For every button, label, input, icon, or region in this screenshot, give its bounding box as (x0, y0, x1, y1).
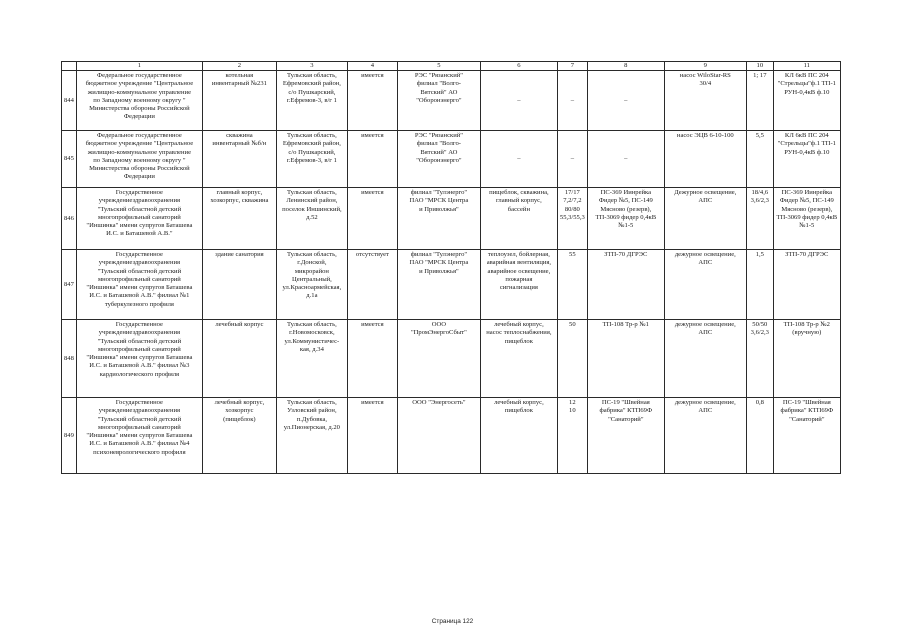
cell-text-line: Федерации (123, 113, 155, 121)
cell-text-line: 1,5 (755, 251, 764, 259)
row-number: 846 (62, 188, 77, 250)
power-cell (557, 71, 587, 131)
cell-text-line: Государственное (115, 399, 163, 407)
backup-consumers-cell (664, 131, 746, 188)
reserve-status-cell (347, 250, 397, 320)
header-cell: 3 (276, 62, 347, 71)
object-cell (202, 131, 276, 188)
cell-text-line: АПС (698, 329, 713, 337)
cell-text-line: АПС (698, 259, 713, 267)
cell-text-line: филиал "Тулэнерго" (410, 189, 468, 197)
cell-text-line: Тульская область, (286, 189, 337, 197)
cell-text-line: лечебный корпус (215, 321, 264, 329)
backup-power-cell (746, 71, 773, 131)
cell-text-line: – (624, 155, 628, 163)
cell-text-line: Ленинский район, (286, 197, 338, 205)
cell-text-line: "Стрельцы"ф.1 ТП-1 (777, 80, 836, 88)
backup-source-cell (773, 188, 840, 250)
cell-text-line: пищеблок, скважина, (489, 189, 549, 197)
cell-text-line: ТП-108 Тр-р №2 (783, 321, 830, 329)
cell-text-line: РЭС "Рязанский" (414, 132, 463, 140)
header-row (62, 62, 841, 71)
cell-text-line: скважина (226, 132, 253, 140)
cell-text-line: психоневрологического профиля (93, 448, 186, 456)
cell-text-line: КЛ 6кВ ПС 204 (784, 72, 829, 80)
cell-text-line: жилищно-коммунальное управление (87, 148, 192, 156)
header-cell: 10 (746, 62, 773, 71)
cell-text-line: имеется (361, 72, 384, 80)
cell-text-line: Государственное (115, 251, 163, 259)
cell-text-line: РЭС "Рязанский" (414, 72, 463, 80)
cell-text-line: теплоузел, бойлерная, (487, 251, 550, 259)
cell-text-line: "Оборонэнерго" (416, 96, 462, 104)
cell-text-line: ПС-369 Иинрейка (600, 189, 652, 197)
cell-text-line: РУН-0,4кВ ф.10 (784, 88, 830, 96)
address-cell (276, 131, 347, 188)
power-cell (557, 398, 587, 474)
cell-text-line: "Стрельцы"ф.1 ТП-1 (777, 140, 836, 148)
cell-text-line: 30/4 (699, 80, 712, 88)
row-number: 847 (62, 250, 77, 320)
supplier-cell (397, 131, 480, 188)
cell-text-line: насос теплоснабжения, (486, 329, 552, 337)
consumers-cell (480, 71, 557, 131)
table-row (62, 320, 841, 398)
backup-source-cell (773, 320, 840, 398)
header-cell-blank (62, 62, 77, 71)
supplier-cell (397, 398, 480, 474)
cell-text-line: ул.Коммунистичес- (284, 337, 340, 345)
cell-text-line: Фидер №5, ПС-149 (779, 197, 834, 205)
cell-text-line: ПС-19 "Швейная (601, 399, 650, 407)
cell-text-line: 10 (569, 407, 576, 415)
feed-point-cell (587, 250, 664, 320)
cell-text-line: ул.Пионерская, д.20 (283, 423, 340, 431)
cell-text-line: Федеральное государственное (96, 72, 182, 80)
cell-text-line: учреждениездравоохранения (98, 197, 181, 205)
data-table (61, 61, 841, 474)
header-cell: 2 (202, 62, 276, 71)
header-cell: 4 (347, 62, 397, 71)
cell-text-line: кая, д.34 (299, 345, 324, 353)
cell-text-line: учреждениездравоохранения (98, 329, 181, 337)
cell-text-line: Министерства обороны Российской (89, 165, 190, 173)
cell-text-line: филиал "Волго- (416, 80, 461, 88)
header-cell: 5 (397, 62, 480, 71)
cell-text-line: имеется (361, 321, 384, 329)
cell-text-line: Мясново (резерв), (600, 205, 652, 213)
reserve-status-cell (347, 188, 397, 250)
cell-text-line: с/о Пушкарский, (288, 88, 336, 96)
address-cell (276, 188, 347, 250)
consumers-cell (480, 131, 557, 188)
consumers-cell (480, 188, 557, 250)
consumers-cell (480, 320, 557, 398)
cell-text-line: дежурное освещение, (674, 251, 736, 259)
cell-text-line: д.1а (306, 292, 318, 300)
cell-text-line: и Приволжья" (419, 205, 459, 213)
backup-source-cell (773, 131, 840, 188)
cell-text-line: главный корпус, (496, 197, 542, 205)
object-cell (202, 71, 276, 131)
cell-text-line: Министерства обороны Российской (89, 105, 190, 113)
cell-text-line: ТП-3069 фидер 0,4кВ (776, 213, 838, 221)
cell-text-line: Ефремовский район, (282, 80, 341, 88)
power-cell (557, 320, 587, 398)
table-body (62, 71, 841, 474)
cell-text-line: насос WiloStar-RS (679, 72, 731, 80)
cell-text-line: главный корпус, (216, 189, 263, 197)
supplier-cell (397, 250, 480, 320)
cell-text-line: (вручную) (792, 329, 822, 337)
cell-text-line: ТП-108 Тр-р №1 (602, 321, 649, 329)
backup-power-cell (746, 250, 773, 320)
cell-text-line: имеется (361, 399, 384, 407)
cell-text-line: И.С. и Баташевой А.В." филиал №1 (89, 292, 190, 300)
cell-text-line: учреждениездравоохранения (98, 407, 181, 415)
cell-text-line: д.52 (306, 213, 318, 221)
object-cell (202, 398, 276, 474)
address-cell (276, 250, 347, 320)
feed-point-cell (587, 320, 664, 398)
backup-power-cell (746, 398, 773, 474)
cell-text-line: АПС (698, 197, 713, 205)
page-number: Страница 122 (431, 618, 474, 625)
cell-text-line: пищеблок (504, 407, 533, 415)
cell-text-line: хозкорпус (225, 407, 254, 415)
cell-text-line: п.Дубовка, (296, 415, 328, 423)
cell-text-line: ЗТП-70 ДГРЭС (604, 251, 648, 259)
cell-text-line: Государственное (115, 189, 163, 197)
cell-text-line: 3,6/2,3 (750, 197, 769, 205)
feed-point-cell (587, 188, 664, 250)
address-cell (276, 320, 347, 398)
row-number: 845 (62, 131, 77, 188)
cell-text-line: бюджетное учреждение "Центральное (85, 140, 194, 148)
cell-text-line: "Иншинка" имени супругов Баташева (86, 222, 193, 230)
backup-source-cell (773, 250, 840, 320)
row-number: 844 (62, 71, 77, 131)
cell-text-line: ТП-3069 фидер 0,4кВ (595, 213, 657, 221)
cell-text-line: фабрика" КТП69Ф (599, 407, 653, 415)
reserve-status-cell (347, 320, 397, 398)
cell-text-line: лечебный корпус, (214, 399, 265, 407)
cell-text-line: бюджетное учреждение "Центральное (85, 80, 194, 88)
cell-text-line: аварийная вентиляция, (486, 259, 552, 267)
cell-text-line: инвентарный №б/н (212, 140, 267, 148)
cell-text-line: "Тульский областной детский (97, 205, 182, 213)
cell-text-line: 3,6/2,3 (750, 329, 769, 337)
cell-text-line: Тульская область, (286, 321, 337, 329)
cell-text-line: имеется (361, 132, 384, 140)
cell-text-line: по Западному военному округу " (93, 96, 186, 104)
cell-text-line: 12 (569, 399, 576, 407)
backup-power-cell (746, 131, 773, 188)
row-number: 849 (62, 398, 77, 474)
cell-text-line: Вятский" АО (420, 148, 458, 156)
feed-point-cell (587, 71, 664, 131)
cell-text-line: дежурное освещение, (674, 399, 736, 407)
cell-text-line: "Санаторий" (608, 415, 644, 423)
cell-text-line: поселок Иншинский, (282, 205, 342, 213)
cell-text-line: 80/80 (564, 205, 580, 213)
backup-source-cell (773, 398, 840, 474)
cell-text-line: и Приволжья" (419, 267, 459, 275)
cell-text-line: туберкулезного профиля (104, 300, 174, 308)
cell-text-line: "Иншинка" имени супругов Баташева (86, 284, 193, 292)
backup-power-cell (746, 320, 773, 398)
cell-text-line: 0,8 (755, 399, 764, 407)
cell-text-line: – (570, 96, 574, 104)
cell-text-line: насос ЭЦВ 6-10-100 (676, 132, 734, 140)
cell-text-line: Государственное (115, 321, 163, 329)
supplier-cell (397, 71, 480, 131)
cell-text-line: "Тульский областной детский (97, 267, 182, 275)
cell-text-line: пожарная (505, 275, 533, 283)
cell-text-line: – (517, 96, 521, 104)
header-cell: 8 (587, 62, 664, 71)
organization-cell (76, 320, 202, 398)
cell-text-line: Тульская область, (286, 251, 337, 259)
cell-text-line: имеется (361, 189, 384, 197)
cell-text-line: Центральный, (291, 275, 332, 283)
cell-text-line: – (624, 96, 628, 104)
cell-text-line: И.С. и Баташевой А.В." филиал №4 (89, 440, 190, 448)
cell-text-line: И.С. и Баташевой А.В." (106, 230, 173, 238)
cell-text-line: 18/4,6 (751, 189, 769, 197)
cell-text-line: фабрика" КТП69Ф (780, 407, 834, 415)
cell-text-line: дежурное освещение, (674, 321, 736, 329)
cell-text-line: г.Ефремов-3, в/г 1 (286, 96, 337, 104)
cell-text-line: Узловский район, (287, 407, 337, 415)
cell-text-line: г.Ефремов-3, в/г 1 (286, 156, 337, 164)
backup-consumers-cell (664, 398, 746, 474)
cell-text-line: Дежурное освещение, (674, 189, 737, 197)
cell-text-line: (пищеблок) (223, 415, 256, 423)
cell-text-line: многопрофильный санаторий (97, 275, 181, 283)
object-cell (202, 188, 276, 250)
cell-text-line: ООО "Энергосеть" (412, 399, 466, 407)
table-row (62, 188, 841, 250)
backup-consumers-cell (664, 71, 746, 131)
address-cell (276, 398, 347, 474)
cell-text-line: ПАО "МРСК Центра (409, 259, 469, 267)
cell-text-line: И.С. и Баташевой А.В." филиал №3 (89, 362, 190, 370)
cell-text-line: инвентарный №231 (211, 80, 267, 88)
cell-text-line: ООО (431, 321, 447, 329)
power-cell (557, 188, 587, 250)
consumers-cell (480, 398, 557, 474)
cell-text-line: "Санаторий" (789, 415, 825, 423)
feed-point-cell (587, 398, 664, 474)
cell-text-line: "Иншинка" имени супругов Баташева (86, 432, 193, 440)
header-cell: 6 (480, 62, 557, 71)
cell-text-line: "ПромЭнергоСбыт" (410, 329, 467, 337)
cell-text-line: Тульская область, (286, 399, 337, 407)
cell-text-line: бассейн (507, 205, 530, 213)
address-cell (276, 71, 347, 131)
table-row (62, 398, 841, 474)
cell-text-line: г.Донской, (297, 259, 327, 267)
cell-text-line: "Иншинка" имени супругов Баташева (86, 354, 193, 362)
cell-text-line: АПС (698, 407, 713, 415)
reserve-status-cell (347, 131, 397, 188)
header-cell: 11 (773, 62, 840, 71)
feed-point-cell (587, 131, 664, 188)
cell-text-line: 50/50 (752, 321, 768, 329)
consumers-cell (480, 250, 557, 320)
cell-text-line: – (570, 155, 574, 163)
backup-consumers-cell (664, 250, 746, 320)
cell-text-line: "Оборонэнерго" (416, 156, 462, 164)
cell-text-line: 1; 17 (753, 72, 767, 80)
cell-text-line: 7,2/7,2 (563, 197, 582, 205)
header-cell: 1 (76, 62, 202, 71)
cell-text-line: Фидер №5, ПС-149 (598, 197, 653, 205)
cell-text-line: Мясново (резерв), (781, 205, 833, 213)
document-page (61, 61, 841, 474)
cell-text-line: здание санатория (215, 251, 264, 259)
cell-text-line: РУН-0,4кВ ф.10 (784, 148, 830, 156)
cell-text-line: сигнализация (499, 284, 538, 292)
table-row (62, 250, 841, 320)
cell-text-line: Ефремовский район, (282, 140, 341, 148)
cell-text-line: филиал "Волго- (416, 140, 461, 148)
cell-text-line: 5,5 (755, 132, 764, 140)
cell-text-line: пищеблок (504, 337, 533, 345)
power-cell (557, 131, 587, 188)
table-row (62, 71, 841, 131)
backup-consumers-cell (664, 320, 746, 398)
row-number: 848 (62, 320, 77, 398)
cell-text-line: отсутствует (355, 251, 389, 259)
cell-text-line: ул.Красноармейская, (282, 284, 342, 292)
cell-text-line: 55,3/55,3 (559, 213, 585, 221)
cell-text-line: жилищно-коммунальное управление (87, 88, 192, 96)
cell-text-line: кардиологического профиля (99, 370, 180, 378)
cell-text-line: аварийное освещение, (487, 267, 551, 275)
power-cell (557, 250, 587, 320)
cell-text-line: учреждениездравоохранения (98, 259, 181, 267)
cell-text-line: ПС-19 "Швейная (782, 399, 831, 407)
cell-text-line: котельная (225, 72, 254, 80)
backup-power-cell (746, 188, 773, 250)
cell-text-line: 17/17 (564, 189, 580, 197)
supplier-cell (397, 320, 480, 398)
cell-text-line: микрорайон (294, 267, 329, 275)
reserve-status-cell (347, 398, 397, 474)
cell-text-line: многопрофильный санаторий (97, 213, 181, 221)
cell-text-line: 55 (569, 251, 576, 259)
reserve-status-cell (347, 71, 397, 131)
object-cell (202, 250, 276, 320)
cell-text-line: Федерации (123, 173, 155, 181)
cell-text-line: ПС-369 Иинрейка (781, 189, 833, 197)
organization-cell (76, 250, 202, 320)
organization-cell (76, 71, 202, 131)
cell-text-line: по Западному военному округу " (93, 156, 186, 164)
cell-text-line: Тульская область, (286, 72, 337, 80)
cell-text-line: г.Новомосковск, (289, 329, 335, 337)
cell-text-line: №1-5 (799, 222, 815, 230)
cell-text-line: ЗТП-70 ДГРЭС (785, 251, 829, 259)
cell-text-line: лечебный корпус, (494, 399, 544, 407)
organization-cell (76, 398, 202, 474)
cell-text-line: Федеральное государственное (96, 132, 182, 140)
cell-text-line: филиал "Тулэнерго" (410, 251, 468, 259)
backup-source-cell (773, 71, 840, 131)
object-cell (202, 320, 276, 398)
cell-text-line: "Тульский областной детский (97, 337, 182, 345)
cell-text-line: хозкорпус, скважина (210, 197, 269, 205)
cell-text-line: №1-5 (618, 222, 634, 230)
cell-text-line: многопрофильный санаторий (97, 345, 181, 353)
organization-cell (76, 188, 202, 250)
cell-text-line: лечебный корпус, (494, 321, 544, 329)
supplier-cell (397, 188, 480, 250)
cell-text-line: Тульская область, (286, 132, 337, 140)
backup-consumers-cell (664, 188, 746, 250)
header-cell: 7 (557, 62, 587, 71)
cell-text-line: Вятский" АО (420, 88, 458, 96)
organization-cell (76, 131, 202, 188)
cell-text-line: КЛ 6кВ ПС 204 (784, 132, 829, 140)
cell-text-line: с/о Пушкарский, (288, 148, 336, 156)
header-cell: 9 (664, 62, 746, 71)
cell-text-line: ПАО "МРСК Центра (409, 197, 469, 205)
cell-text-line: многопрофильный санаторий (97, 423, 181, 431)
cell-text-line: – (517, 155, 521, 163)
cell-text-line: 50 (569, 321, 576, 329)
cell-text-line: "Тульский областной детский (97, 415, 182, 423)
table-row (62, 131, 841, 188)
